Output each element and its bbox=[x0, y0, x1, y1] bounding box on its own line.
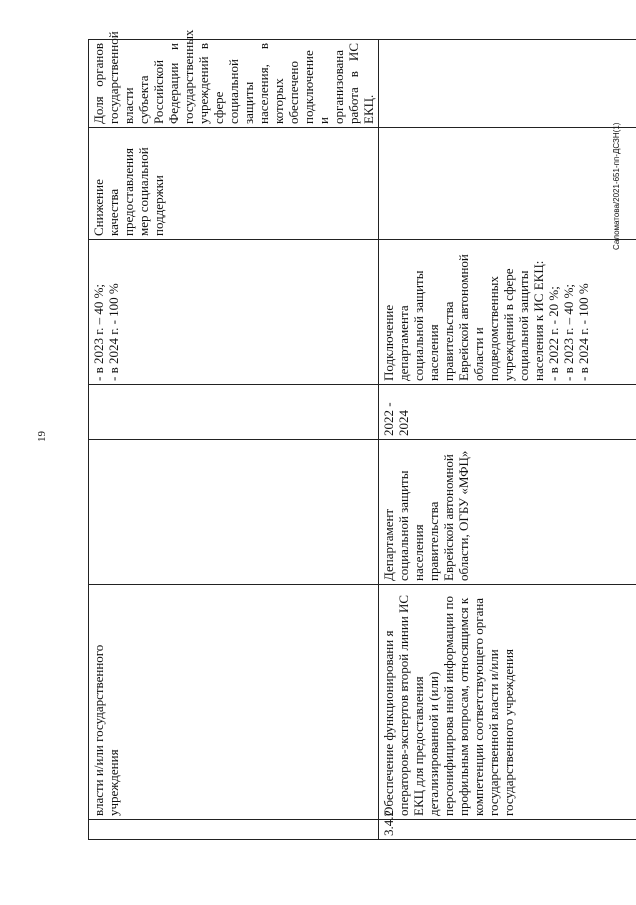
target-line: - в 2022 г. - 20 %; bbox=[546, 286, 561, 381]
document-code: Саломатова/2021-651-пп-ДСЗН(1) bbox=[612, 122, 621, 250]
measures-table bbox=[88, 29, 636, 840]
indicator-cell: Доля органов государственной власти субъекта Российской Федерации и государственных учреждений в сфере социальной защиты населения, в которых обеспечено подключение и организована работа в ИС ЕКЦ. bbox=[89, 40, 379, 128]
measures-table-wrapper bbox=[88, 29, 604, 840]
period-cell: 2022 - 2024 bbox=[379, 385, 636, 440]
table-row bbox=[89, 40, 379, 840]
risk-cell bbox=[379, 128, 636, 240]
page-number: 19 bbox=[36, 431, 48, 442]
target-line: - в 2023 г. – 40 %; bbox=[561, 283, 576, 381]
target-line: - в 2024 г. - 100 % bbox=[576, 283, 591, 381]
executor-cell bbox=[89, 440, 379, 585]
action-cell bbox=[89, 585, 379, 820]
row-number-cell bbox=[89, 820, 379, 840]
table-row bbox=[379, 40, 636, 840]
executor-cell: Департамент социальной защиты населения правительства Еврейской автономной области, ОГБУ «МФЦ» bbox=[379, 440, 636, 585]
target-line: - в 2024 г. - 100 % bbox=[106, 283, 121, 381]
indicator-cell bbox=[379, 40, 636, 128]
risk-cell: Снижение качества предоставления мер социальной поддержки bbox=[89, 128, 379, 240]
row-number-cell: 3.4.2 bbox=[379, 820, 636, 840]
result-cell bbox=[89, 240, 379, 385]
action-cell: Обеспечение функционировани я операторов-экспертов второй линии ИС ЕКЦ для предоставления детализированной и (или) персонифицирова нной информации по профильным вопросам, относящимся к компетенции соответствующего органа государственной власти и/или государственного учреждения bbox=[379, 585, 636, 820]
result-cell bbox=[379, 240, 636, 385]
action-text: власти и/или государственного учреждения bbox=[91, 644, 121, 816]
target-line: - в 2023 г. – 40 %; bbox=[91, 283, 106, 381]
result-text: Подключение департамента социальной защиты населения правительства Еврейской автономной области и подведомственных учреждений в сфере социальной защиты населения к ИС ЕКЦ: bbox=[381, 254, 546, 381]
period-cell bbox=[89, 385, 379, 440]
